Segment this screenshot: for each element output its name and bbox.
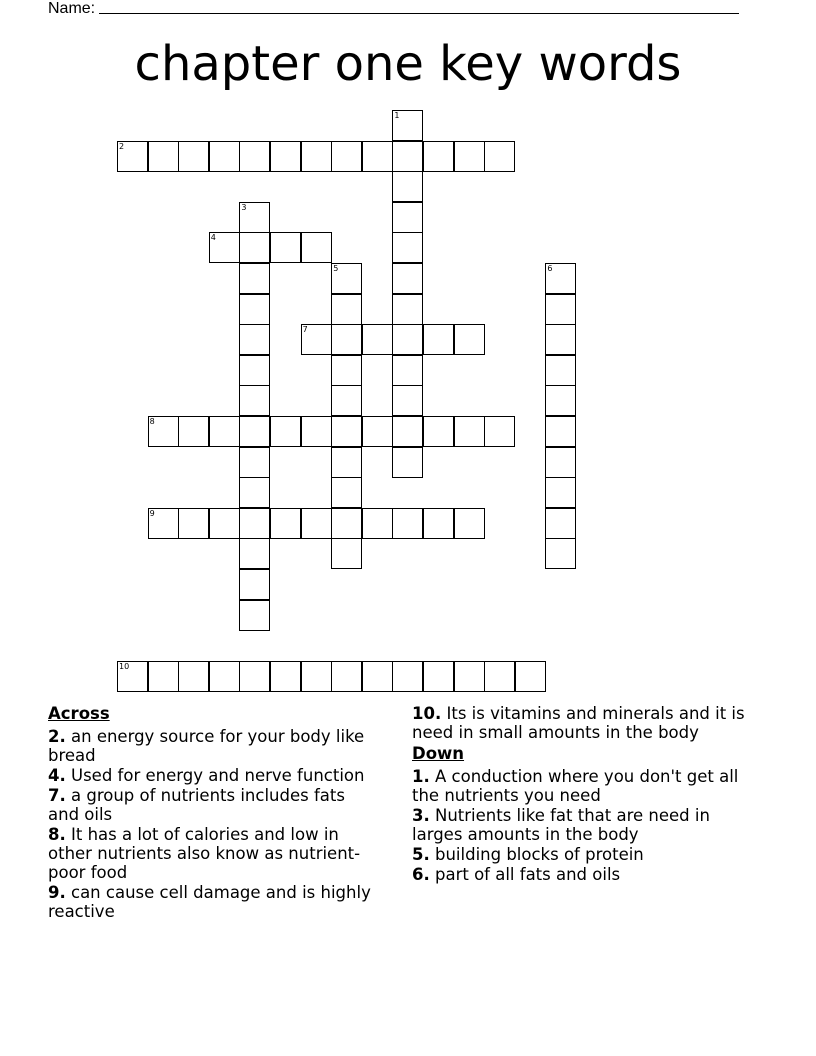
grid-cell[interactable] xyxy=(392,355,423,386)
down-heading: Down xyxy=(412,744,465,763)
grid-cell[interactable] xyxy=(239,232,270,263)
grid-cell[interactable] xyxy=(117,661,148,692)
grid-cell[interactable] xyxy=(270,141,301,172)
clue-item-number: 1. xyxy=(412,767,430,786)
grid-cell[interactable] xyxy=(362,324,393,355)
grid-cell[interactable] xyxy=(392,141,423,172)
grid-cell[interactable] xyxy=(331,477,362,508)
grid-cell[interactable] xyxy=(454,416,485,447)
grid-cell[interactable] xyxy=(362,141,393,172)
grid-cell[interactable] xyxy=(392,416,423,447)
grid-cell[interactable] xyxy=(239,141,270,172)
grid-cell[interactable] xyxy=(392,110,423,141)
grid-cell[interactable] xyxy=(545,477,576,508)
clue-item-text: Used for energy and nerve function xyxy=(71,766,365,785)
grid-cell[interactable] xyxy=(209,661,240,692)
grid-cell[interactable] xyxy=(239,416,270,447)
down-clue-list xyxy=(412,767,757,884)
clue-number: 6 xyxy=(547,264,553,273)
grid-cell[interactable] xyxy=(454,508,485,539)
grid-cell[interactable] xyxy=(392,232,423,263)
clue-item-text: A conduction where you don't get all the nutrients you need xyxy=(412,767,739,805)
grid-cell[interactable] xyxy=(239,508,270,539)
clue-item-number: 6. xyxy=(412,865,430,884)
grid-cell[interactable] xyxy=(239,355,270,386)
grid-cell[interactable] xyxy=(239,324,270,355)
across-heading: Across xyxy=(48,704,110,723)
grid-cell[interactable] xyxy=(178,416,209,447)
grid-cell[interactable] xyxy=(239,477,270,508)
grid-cell[interactable] xyxy=(423,416,454,447)
grid-cell[interactable] xyxy=(545,355,576,386)
grid-cell[interactable] xyxy=(392,263,423,294)
grid-cell[interactable] xyxy=(454,141,485,172)
clue-item xyxy=(412,845,757,864)
clue-number: 4 xyxy=(210,233,216,243)
clue-item-text: Nutrients like fat that are need in larges amounts in the body xyxy=(412,806,710,844)
grid-cell[interactable] xyxy=(392,508,423,539)
clue-item xyxy=(412,865,757,884)
clue-number: 10 xyxy=(119,661,130,671)
grid-cell[interactable] xyxy=(545,324,576,355)
clue-number: 3 xyxy=(241,202,247,212)
grid-cell[interactable] xyxy=(301,508,332,539)
grid-cell[interactable] xyxy=(515,661,546,692)
grid-cell[interactable] xyxy=(545,294,576,325)
grid-cell[interactable] xyxy=(545,385,576,416)
grid-cell[interactable] xyxy=(301,324,332,355)
grid-cell[interactable] xyxy=(392,294,423,325)
clue-item-number: 10. xyxy=(412,704,442,723)
grid-cell[interactable] xyxy=(301,661,332,692)
grid-cell[interactable] xyxy=(545,538,576,569)
grid-cell[interactable] xyxy=(545,263,576,294)
clue-number: 1 xyxy=(394,111,400,120)
grid-cell[interactable] xyxy=(392,202,423,233)
grid-cell[interactable] xyxy=(178,661,209,692)
grid-cell[interactable] xyxy=(454,324,485,355)
clue-item-number: 7. xyxy=(48,786,66,805)
clue-number: 8 xyxy=(149,417,155,426)
grid-cell[interactable] xyxy=(331,508,362,539)
grid-cell[interactable] xyxy=(545,447,576,478)
grid-cell[interactable] xyxy=(148,141,179,172)
grid-cell[interactable] xyxy=(484,661,515,692)
clue-number: 9 xyxy=(149,508,155,518)
clue-item xyxy=(48,786,378,824)
grid-cell[interactable] xyxy=(423,508,454,539)
grid-cell[interactable] xyxy=(239,661,270,692)
clue-item xyxy=(48,766,378,785)
grid-cell[interactable] xyxy=(423,141,454,172)
grid-cell[interactable] xyxy=(331,661,362,692)
grid-cell[interactable] xyxy=(301,416,332,447)
grid-cell[interactable] xyxy=(331,355,362,386)
grid-cell[interactable] xyxy=(148,661,179,692)
grid-cell[interactable] xyxy=(392,661,423,692)
grid-cell[interactable] xyxy=(545,508,576,539)
across-clue-list xyxy=(48,727,378,921)
grid-cell[interactable] xyxy=(362,508,393,539)
grid-cell[interactable] xyxy=(239,447,270,478)
grid-cell[interactable] xyxy=(209,508,240,539)
clue-item-number: 5. xyxy=(412,845,430,864)
clue-item-number: 3. xyxy=(412,806,430,825)
grid-cell[interactable] xyxy=(178,508,209,539)
grid-cell[interactable] xyxy=(331,447,362,478)
grid-cell[interactable] xyxy=(178,141,209,172)
grid-cell[interactable] xyxy=(239,385,270,416)
grid-cell[interactable] xyxy=(362,661,393,692)
grid-cell[interactable] xyxy=(270,508,301,539)
grid-cell[interactable] xyxy=(270,232,301,263)
grid-cell[interactable] xyxy=(148,508,179,539)
grid-cell[interactable] xyxy=(392,385,423,416)
clue-item-text: an energy source for your body like bread xyxy=(48,727,365,765)
grid-cell[interactable] xyxy=(392,324,423,355)
clue-item-text: part of all fats and oils xyxy=(435,865,621,884)
grid-cell[interactable] xyxy=(301,232,332,263)
grid-cell[interactable] xyxy=(331,416,362,447)
grid-cell[interactable] xyxy=(362,416,393,447)
grid-cell[interactable] xyxy=(484,416,515,447)
clue-item xyxy=(48,883,378,921)
grid-cell[interactable] xyxy=(454,661,485,692)
grid-cell[interactable] xyxy=(209,416,240,447)
clue-item-number: 8. xyxy=(48,825,66,844)
clue-item xyxy=(412,767,757,805)
clue-item-number: 4. xyxy=(48,766,66,785)
clue-item xyxy=(48,727,378,765)
grid-cell[interactable] xyxy=(545,416,576,447)
clue-item xyxy=(48,825,378,882)
grid-cell[interactable] xyxy=(270,661,301,692)
grid-cell[interactable] xyxy=(392,447,423,478)
grid-cell[interactable] xyxy=(331,324,362,355)
grid-cell[interactable] xyxy=(239,294,270,325)
clue-item-text: a group of nutrients includes fats and oils xyxy=(48,786,345,824)
grid-cell[interactable] xyxy=(301,141,332,172)
grid-cell[interactable] xyxy=(239,202,270,233)
grid-cell[interactable] xyxy=(239,538,270,569)
clue-number: 7 xyxy=(302,325,308,335)
name-label: Name: xyxy=(48,0,96,17)
grid-cell[interactable] xyxy=(270,416,301,447)
across-clue-list-continued xyxy=(412,704,757,742)
clue-number: 2 xyxy=(119,141,125,151)
puzzle-title: chapter one key words xyxy=(134,36,682,92)
clues-left-column xyxy=(48,704,378,922)
grid-cell[interactable] xyxy=(484,141,515,172)
clue-item-text: building blocks of protein xyxy=(435,845,644,864)
grid-cell[interactable] xyxy=(117,141,148,172)
clue-item-number: 9. xyxy=(48,883,66,902)
grid-cell[interactable] xyxy=(239,569,270,600)
clue-item-number: 2. xyxy=(48,727,66,746)
clues-right-column xyxy=(412,704,757,885)
clue-number: 5 xyxy=(333,264,339,273)
grid-cell[interactable] xyxy=(209,141,240,172)
grid-cell[interactable] xyxy=(423,324,454,355)
grid-cell[interactable] xyxy=(331,294,362,325)
clue-item-text: can cause cell damage and is highly reactive xyxy=(48,883,371,921)
grid-cell[interactable] xyxy=(331,141,362,172)
grid-cell[interactable] xyxy=(331,385,362,416)
clue-item xyxy=(412,704,757,742)
grid-cell[interactable] xyxy=(239,263,270,294)
clue-item-text: It has a lot of calories and low in other nutrients also know as nutrient-poor food xyxy=(48,825,361,882)
grid-cell[interactable] xyxy=(148,416,179,447)
clue-item-text: Its is vitamins and minerals and it is need in small amounts in the body xyxy=(412,704,745,742)
grid-cell[interactable] xyxy=(331,538,362,569)
clue-item xyxy=(412,806,757,844)
grid-cell[interactable] xyxy=(209,232,240,263)
grid-cell[interactable] xyxy=(239,600,270,631)
grid-cell[interactable] xyxy=(331,263,362,294)
grid-cell[interactable] xyxy=(423,661,454,692)
grid-cell[interactable] xyxy=(392,171,423,202)
